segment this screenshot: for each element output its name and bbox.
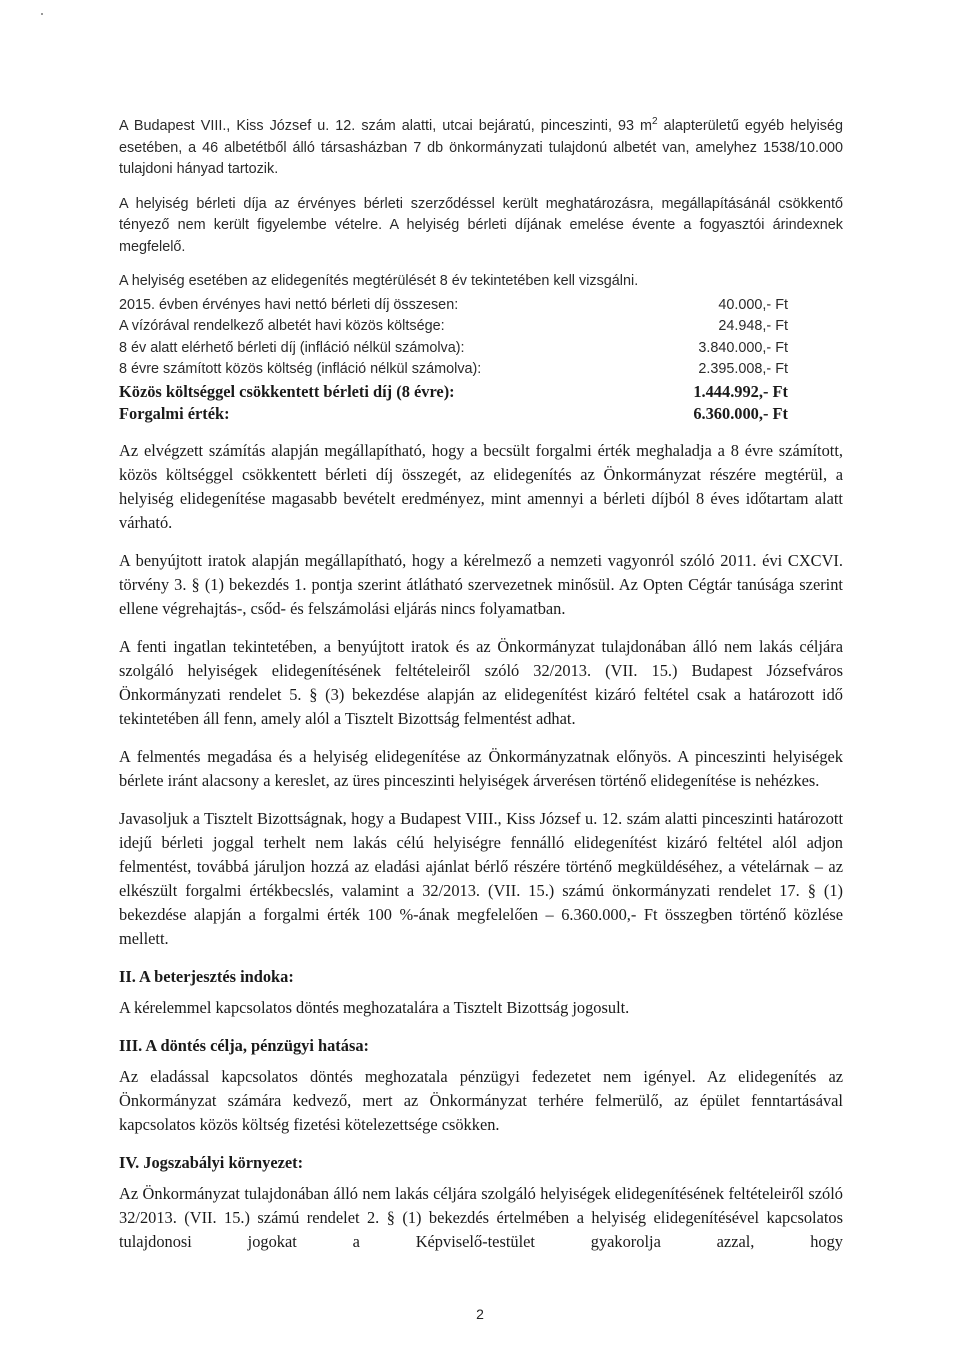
cost-label: 8 év alatt elérhető bérleti díj (infláció nélkül számolva):	[119, 339, 465, 356]
section-heading: IV. Jogszabályi környezet:	[119, 1152, 304, 1172]
section-body: A kérelemmel kapcsolatos döntés meghozatalára a Tisztelt Bizottság jogosult.	[119, 997, 630, 1017]
exemption-paragraph: A fenti ingatlan tekintetében, a benyújtott iratok és az Önkormányzat tulajdonában álló nem lakás céljára szolgáló helyiségek elidegenítésének feltételeiről szóló 32/2013. (VII. 15.) Budapest Józsefváros Önkormányzati rendelet 5. § (3) bekezdése alapján az elidegenítést kizáró feltétel csak a határozott idő tekintetében áll fenn, amely alól a Tisztelt Bizottság felmentést adhat.	[119, 636, 843, 728]
cost-row	[119, 316, 788, 338]
calculation-paragraph: Az elvégzett számítás alapján megállapítható, hogy a becsült forgalmi érték meghaladja a 8 évre számított, közös költséggel csökkentett bérleti díj összegét, az elidegenítés az Önkormányzat részére megtérül, a helyiség elidegenítése magasabb bevételt eredményez, mint amennyi a bérleti díjból 8 éves időtartam alatt várható.	[119, 440, 843, 532]
benefit-paragraph: A felmentés megadása és a helyiség elidegenítése az Önkormányzatnak előnyös. A pinceszinti helyiségek bérlete iránt alacsony a kereslet, az üres pinceszinti helyiségek árverésen történő elidegenítése is nehézkes.	[119, 746, 843, 790]
intro-text-after-sup: alapterületű egyéb helyiség esetében, a 46 albetétből álló társasházban 7 db önkormányzati tulajdonú albetét van, amelyhez 1538/10.000 tulajdoni hányad tartozik.	[119, 118, 843, 177]
cost-row	[119, 359, 788, 381]
cost-row	[119, 338, 788, 360]
section-heading: III. A döntés célja, pénzügyi hatása:	[119, 1035, 369, 1055]
cost-row-market-value	[119, 403, 788, 425]
cost-amount: 3.840.000,- Ft	[698, 339, 788, 356]
section-heading: II. A beterjesztés indoka:	[119, 966, 294, 986]
cost-label: A vízórával rendelkező albetét havi közös költsége:	[119, 318, 445, 334]
cost-label: 2015. évben érvényes havi nettó bérleti díj összesen:	[119, 296, 459, 313]
cost-table	[119, 295, 788, 425]
cost-label: Közös költséggel csökkentett bérleti díj (8 évre):	[119, 381, 455, 401]
intro-text-before-sup: A Budapest VIII., Kiss József u. 12. szám alatti, utcai bejáratú, pinceszinti, 93 m	[119, 118, 653, 134]
cost-row-total	[119, 381, 788, 403]
intro-paragraph	[119, 116, 843, 181]
cost-label: Forgalmi érték:	[119, 403, 230, 423]
scan-speck	[41, 13, 43, 15]
cost-label: 8 évre számított közös költség (infláció nélkül számolva):	[119, 361, 482, 377]
section-body: Az Önkormányzat tulajdonában álló nem lakás céljára szolgáló helyiségek elidegenítésének feltételeiről szóló 32/2013. (VII. 15.) számú rendelet 2. § (1) bekezdés értelmében a helyiség elidegenítésével kapcsolatos tulajdonosi jogokat a Képviselő-testület gyakorolja azzal, hogy	[119, 1183, 843, 1251]
cost-row	[119, 295, 788, 317]
cost-amount: 6.360.000,- Ft	[693, 403, 788, 423]
transparency-paragraph: A benyújtott iratok alapján megállapítható, hogy a kérelmező a nemzeti vagyonról szóló 2011. évi CXCVI. törvény 3. § (1) bekezdés 1. pontja szerint átlátható szervezetnek minősül. Az Opten Cégtár tanúsága szerint ellene végrehajtás-, csőd- és felszámolási eljárás nincs folyamatban.	[119, 550, 843, 618]
rent-paragraph: A helyiség bérleti díja az érvényes bérleti szerződéssel került meghatározásra, megállapításánál csökkentő tényező nem került figyelembe vételre. A helyiség bérleti díjának emelése évente a fogyasztói árindexnek megfelelő.	[119, 195, 843, 255]
document-page	[119, 116, 843, 1254]
proposal-paragraph: Javasoljuk a Tisztelt Bizottságnak, hogy a Budapest VIII., Kiss József u. 12. szám alatti pinceszinti határozott idejű bérleti joggal terhelt nem lakás célú helyiségre fennálló elidegenítést kizáró feltétel alól adjon felmentést, továbbá járuljon hozzá az eladási ajánlat bérlő részére történő megküldéséhez, a vételárnak – az elkészült forgalmi értékbecslés, valamint a 32/2013. (VII. 15.) számú önkormányzati rendelet 17. § (1) bekezdése alapján a forgalmi érték 100 %-ának megfelelően – 6.360.000,- Ft összegben történő közlése mellett.	[119, 808, 843, 948]
page-number: 2	[476, 1306, 484, 1322]
cost-amount: 1.444.992,- Ft	[693, 381, 788, 401]
section-body: Az eladással kapcsolatos döntés meghozatala pénzügyi fedezetet nem igényel. Az elidegenítés az Önkormányzat számára kedvező, mert az Önkormányzat terhére felmerülő, az épület fenntartásával kapcsolatos közös költség fizetési kötelezettsége csökken.	[119, 1066, 843, 1134]
cost-amount: 24.948,- Ft	[718, 318, 788, 334]
cost-amount: 40.000,- Ft	[718, 296, 788, 313]
intro-superscript: 2	[652, 116, 658, 128]
return-sentence: A helyiség esetében az elidegenítés megtérülését 8 év tekintetében kell vizsgálni.	[119, 273, 639, 289]
cost-amount: 2.395.008,- Ft	[698, 361, 788, 377]
